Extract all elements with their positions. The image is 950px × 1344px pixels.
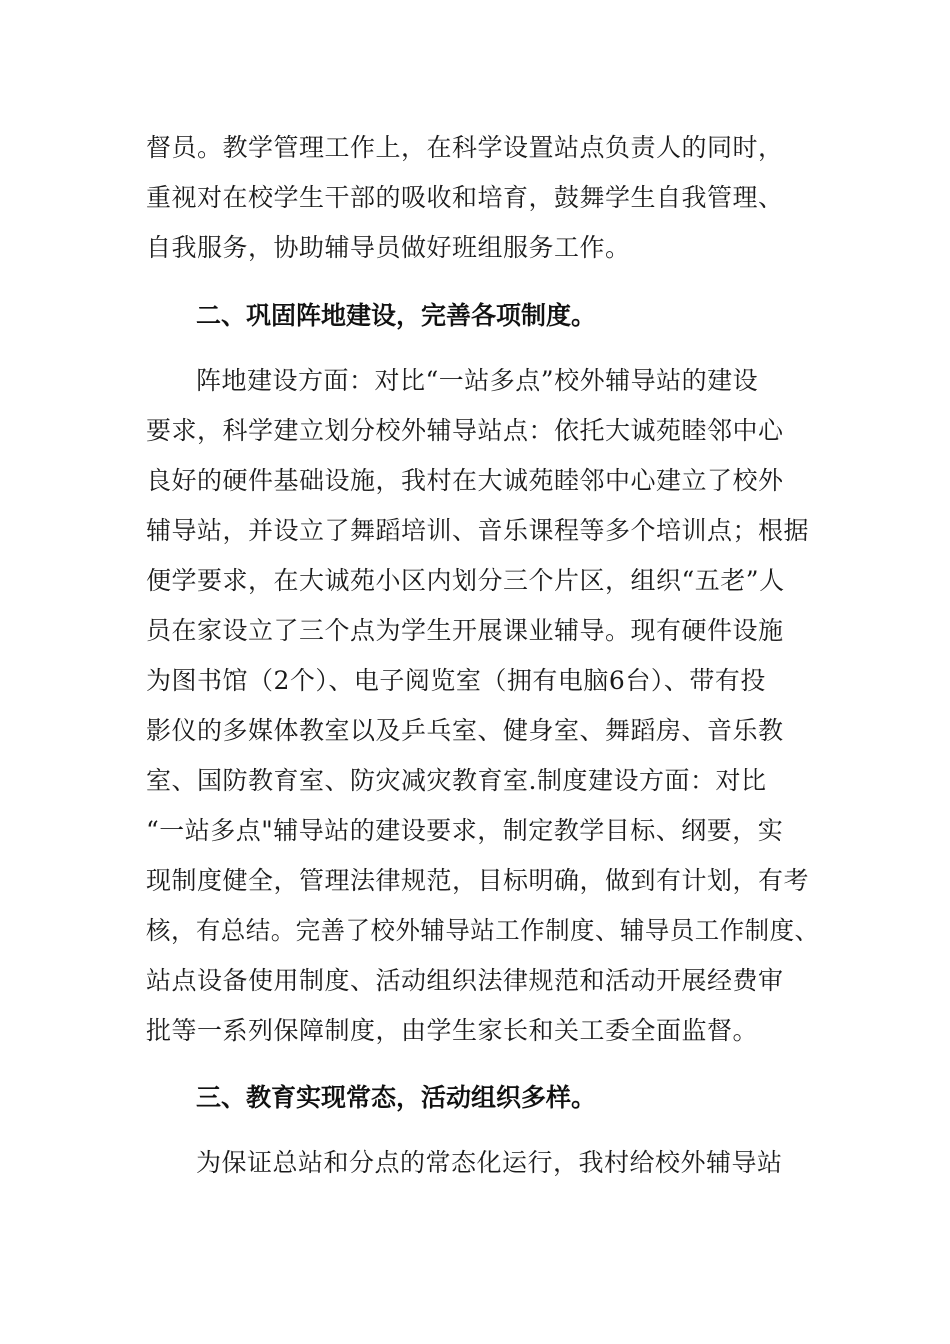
body-text-line: 为图书馆（2个）、电子阅览室（拥有电脑6台）、带有投: [146, 666, 766, 695]
body-text-line: 影仪的多媒体教室以及乒乓室、健身室、舞蹈房、音乐教: [146, 716, 784, 745]
body-text-line: 重视对在校学生干部的吸收和培育，鼓舞学生自我管理、: [146, 183, 784, 212]
body-text-line: 便学要求，在大诚苑小区内划分三个片区，组织“五老”人: [146, 566, 785, 595]
body-text-line: 阵地建设方面：对比“一站多点”校外辅导站的建设: [196, 366, 759, 395]
body-text-line: 站点设备使用制度、活动组织法律规范和活动开展经费审: [146, 966, 784, 995]
body-text-line: 辅导站，并设立了舞蹈培训、音乐课程等多个培训点；根据: [146, 516, 810, 545]
section-heading-3: 三、教育实现常态，活动组织多样。: [196, 1083, 597, 1112]
body-text-line: 室、国防教育室、防灾减灾教育室.制度建设方面：对比: [146, 766, 767, 795]
body-text-line: 现制度健全，管理法律规范，目标明确，做到有计划，有考: [146, 866, 810, 895]
body-text-line: 员在家设立了三个点为学生开展课业辅导。现有硬件设施: [146, 616, 784, 645]
body-text-line: 核，有总结。完善了校外辅导站工作制度、辅导员工作制度、: [146, 916, 820, 945]
body-text-line: 督员。教学管理工作上，在科学设置站点负责人的同时，: [146, 133, 784, 162]
body-text-line: 为保证总站和分点的常态化运行，我村给校外辅导站: [196, 1148, 783, 1177]
body-text-line: 自我服务，协助辅导员做好班组服务工作。: [146, 233, 631, 262]
body-text-line: 要求，科学建立划分校外辅导站点：依托大诚苑睦邻中心: [146, 416, 784, 445]
section-heading-2: 二、巩固阵地建设，完善各项制度。: [196, 301, 597, 330]
body-text-line: 批等一系列保障制度，由学生家长和关工委全面监督。: [146, 1016, 759, 1045]
body-text-line: 良好的硬件基础设施，我村在大诚苑睦邻中心建立了校外: [146, 466, 784, 495]
body-text-line: “一站多点"辅导站的建设要求，制定教学目标、纲要，实: [146, 816, 784, 845]
